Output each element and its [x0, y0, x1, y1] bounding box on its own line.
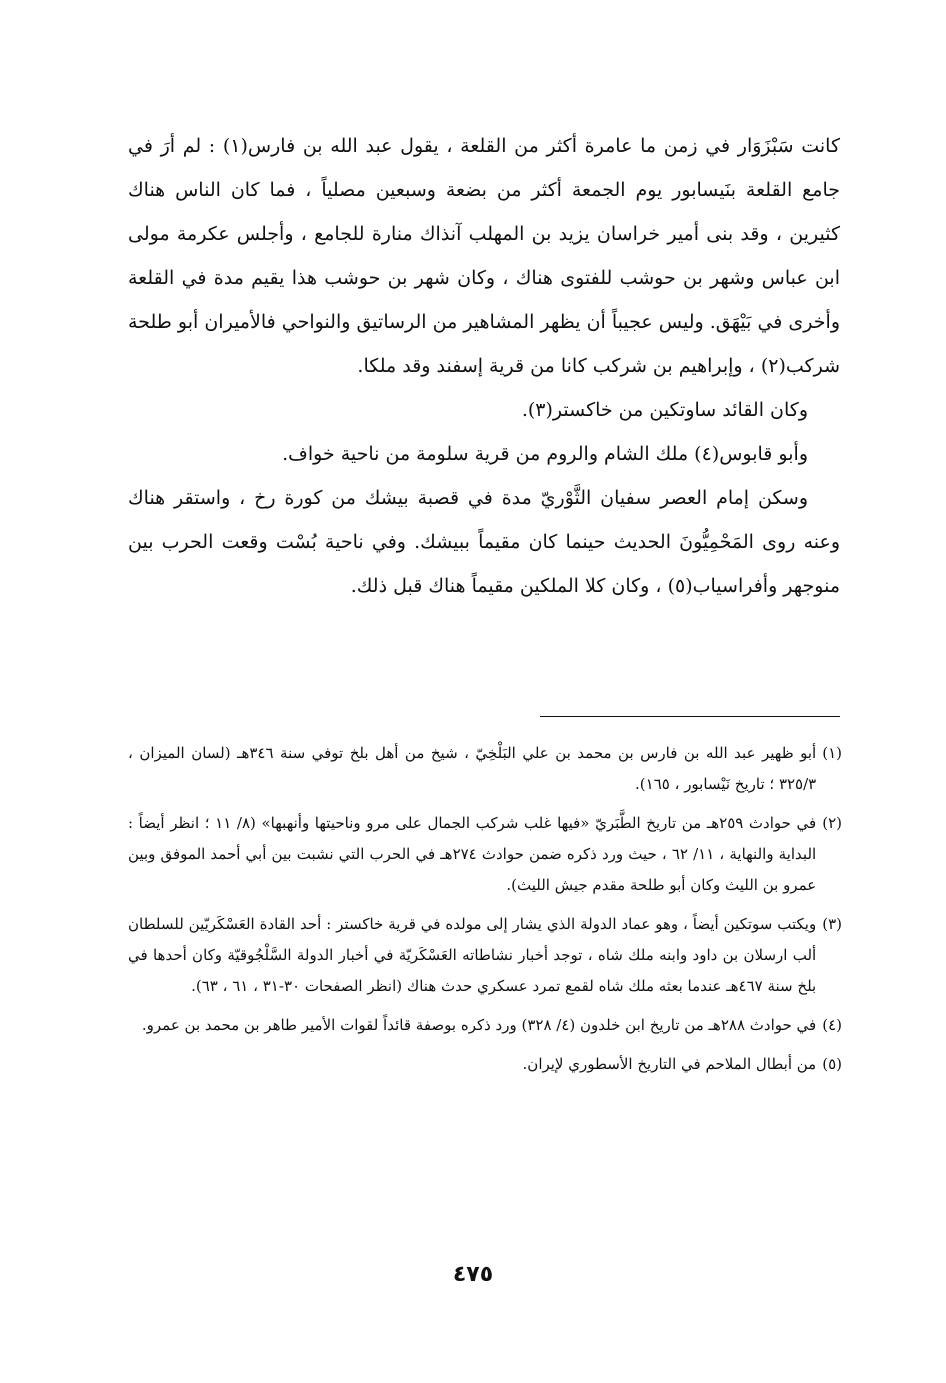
- footnote-5: [128, 1049, 842, 1080]
- paragraph: وكان القائد ساوتكين من خاكستر(٣).: [521, 399, 808, 421]
- paragraph: وأبو قابوس(٤) ملك الشام والروم من قرية سلومة من ناحية خواف.: [282, 443, 808, 465]
- footnote-separator: [540, 716, 840, 717]
- footnote-number: (٣): [822, 915, 842, 933]
- footnote-text: من أبطال الملاحم في التاريخ الأسطوري لإيران.: [522, 1055, 817, 1073]
- footnote-2: [128, 808, 842, 901]
- footnote-text: في حوادث ٢٨٨هـ من تاريخ ابن خلدون (٤/ ٣٢٨) ورد ذكره بوصفة قائداً لقوات الأمير طاهر بن محمد بن عمرو.: [141, 1016, 817, 1034]
- paragraph: كانت سَبْزَوَار في زمن ما عامرة أكثر من القلعة ، يقول عبد الله بن فارس(١) : لم أرَ في جامع القلعة بنَيسابور يوم الجمعة أكثر من بضعة وسبعين مصلياً ، فما كان الناس هناك كثيرين ، وقد بنى أمير خراسان يزيد بن المهلب آنذاك منارة للجامع ، وأجلس عكرمة مولى ابن عباس وشهر بن حوشب للفتوى هناك ، وكان شهر بن حوشب هذا يقيم مدة في القلعة وأخرى في بَيْهَق. وليس عجيباً أن يظهر المشاهير من الرساتيق والنواحي فالأميران أبو طلحة شركب(٢) ، وإبراهيم بن شركب كانا من قرية إسفند وقد ملكا.: [128, 135, 840, 377]
- footnote-text: أبو ظهير عبد الله بن فارس بن محمد بن علي البَلْخِيّ ، شيخ من أهل بلخ توفي سنة ٣٤٦هـ (لسان الميزان ، ٣٢٥/٣ ؛ تاريخ نَيْسابور ، ١٦٥).: [128, 744, 817, 793]
- main-text: [128, 124, 840, 608]
- paragraph: وسكن إمام العصر سفيان الثَّوْريّ مدة في قصبة بيشك من كورة رخ ، واستقر هناك وعنه روى المَحْمِيُّونَ الحديث حينما كان مقيماً ببيشك. وفي ناحية بُسْت وقعت الحرب بين منوجهر وأفراسياب(٥) ، وكان كلا الملكين مقيماً هناك قبل ذلك.: [128, 487, 840, 597]
- page-number: ٤٧٥: [452, 1262, 494, 1287]
- footnote-text: في حوادث ٢٥٩هـ من تاريخ الطَّبَريّ «فيها غلب شركب الجمال على مرو وناحيتها وأنهبها» (٨/ ١١ ؛ انظر أيضاً : البداية والنهاية ، ١١/ ٦٢ ، حيث ورد ذكره ضمن حوادث ٢٧٤هـ في الحرب التي نشبت بين أبي أحمد الموفق وبين عمرو بن الليث وكان أبو طلحة مقدم جيش الليث).: [128, 814, 817, 894]
- footnote-number: (١): [822, 744, 842, 762]
- footnote-number: (٥): [822, 1055, 842, 1073]
- footnote-3: [128, 909, 842, 1002]
- footnote-1: [128, 738, 842, 800]
- footnote-number: (٢): [822, 814, 842, 832]
- footnote-number: (٤): [822, 1016, 842, 1034]
- footnote-4: [128, 1010, 842, 1041]
- footnote-text: ويكتب سوتكين أيضاً ، وهو عماد الدولة الذي يشار إلى مولده في قرية خاكستر : أحد القادة العَسْكَريّين للسلطان ألب ارسلان بن داود وابنه ملك شاه ، توجد أخبار نشاطاته العَسْكَريّة في أخبار الدولة السَّلْجُوقيّة وكان أحدها في بلخ سنة ٤٦٧هـ عندما بعثه ملك شاه لقمع تمرد عسكري حدث هناك (انظر الصفحات ٣٠-٣١ ، ٦١ ، ٦٣).: [128, 915, 817, 995]
- footnotes: [128, 738, 842, 1088]
